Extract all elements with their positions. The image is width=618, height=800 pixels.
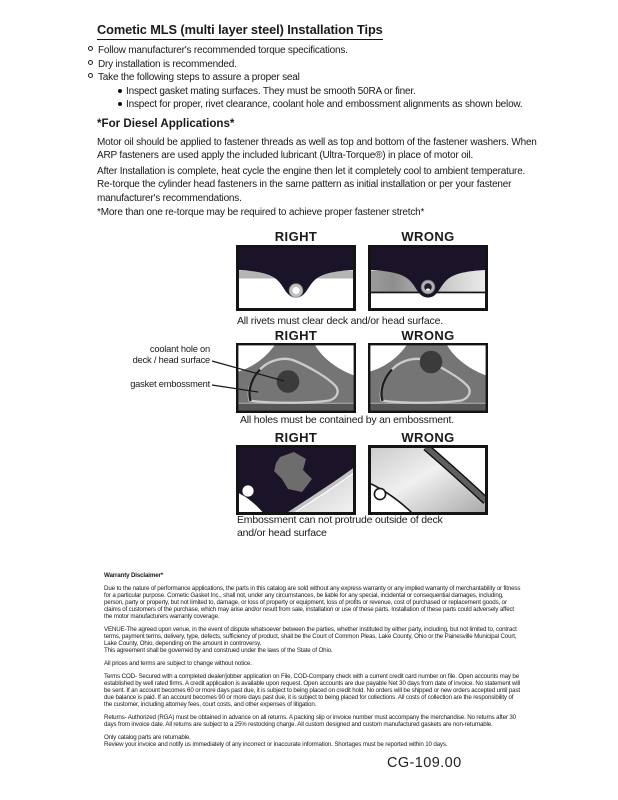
disclaimer-paragraph: Due to the nature of performance applications, the parts in this catalog are sold without any express warranty or any implied warranty of merchantability or fitness for a particular purpose. Cometic Gasket Inc., shall not, under any circumstances, be liable for any special, incidental or consequential damages, including, person, party or property, but not limited to, damage, or loss of property or equipment, loss of profits or revenue, cost of purchased or replacement goods, or claims of customers of the purchase, which may arise and/or result from sale, installation or use of these parts. Installation of these parts could adversely affect the motor manufacturers warranty coverage.: [104, 585, 521, 620]
fig2-right-diagram: [236, 343, 356, 413]
fig3-wrong-label: WRONG: [401, 430, 455, 445]
tip-sub-item: [88, 98, 558, 112]
page-title: Cometic MLS (multi layer steel) Installation Tips: [97, 22, 383, 40]
diesel-section-heading: *For Diesel Applications*: [97, 117, 235, 130]
open-bullet-icon: [88, 73, 93, 78]
coolant-hole-annotation: [55, 344, 210, 365]
tip-text: Follow manufacturer's recommended torque specifications.: [98, 45, 348, 56]
annotation-line: deck / head surface: [132, 354, 210, 365]
tip-item: [88, 44, 558, 58]
open-bullet-icon: [88, 46, 93, 51]
fig2-right-label: RIGHT: [274, 328, 318, 343]
warranty-disclaimer: [104, 572, 522, 748]
tip-item: [88, 71, 558, 85]
fig1-caption: All rivets must clear deck and/or head surface.: [237, 315, 443, 327]
fig2-wrong-diagram: [368, 343, 488, 413]
fig1-right-diagram: [236, 245, 356, 311]
tip-sub-item: [88, 85, 558, 99]
tip-item: [88, 58, 558, 72]
fig3-right-label: RIGHT: [274, 430, 318, 445]
fig2-caption: All holes must be contained by an embossment.: [240, 414, 454, 426]
disclaimer-paragraph: Review your invoice and notify us immediately of any incorrect or inaccurate information. Shortages must be reported within 10 days.: [104, 741, 448, 748]
fig1-wrong-diagram: [368, 245, 488, 311]
disclaimer-paragraph: Only catalog parts are returnable.: [104, 734, 191, 741]
tip-text: Inspect for proper, rivet clearance, coolant hole and embossment alignments as shown below.: [126, 99, 523, 111]
diesel-paragraph: Motor oil should be applied to fastener threads as well as top and bottom of the fastener washers. When ARP fasteners are used apply the included lubricant (Ultra-Torque®) in place of motor oil.: [97, 137, 537, 162]
fig3-right-diagram: [236, 445, 356, 515]
fig1-wrong-label: WRONG: [401, 229, 455, 244]
filled-bullet-icon: [118, 89, 122, 93]
tips-list: [88, 44, 558, 112]
disclaimer-heading: Warranty Disclaimer*: [104, 572, 164, 579]
tip-text: Inspect gasket mating surfaces. They must be smooth 50RA or finer.: [126, 85, 416, 97]
fig1-right-label: RIGHT: [274, 229, 318, 244]
fig3-wrong-diagram: [368, 445, 488, 515]
disclaimer-paragraph: All prices and terms are subject to change without notice.: [104, 660, 252, 667]
gasket-embossment-annotation: gasket embossment: [130, 379, 210, 389]
disclaimer-paragraph: VENUE-The agreed upon venue, in the event of dispute whatsoever between the parties, whether instituted by either party, including, but not limited to, contract terms, payment terms, delivery, type, defects, sufficiency of product, shall be the Court of Common Pleas, Lake County, Ohio or the Painesville Municipal Court, Lake County, Ohio, depending on the amount in controversy.: [104, 626, 517, 647]
fig2-wrong-label: WRONG: [401, 328, 455, 343]
tip-text: Dry installation is recommended.: [98, 58, 237, 70]
tip-text: Take the following steps to assure a proper seal: [98, 72, 300, 84]
disclaimer-paragraph: Terms COD- Secured with a completed dealer/jobber application on File, COD-Company check with a current credit card number on file. Open accounts may be established by well rated firms. A credit application is available upon request. Open accounts are due payable Net 30 days from date of invoice. No statement will be sent. If an account becomes 60 or more days past due, it is subject to being placed on credit hold. No orders will be shipped or new orders accepted until past due balance is paid. If an account becomes 90 or more days past due, it is subject to being placed for collections. All costs of collection are the responsibility of the customer, including attorney fees, court costs, and other expenses of litigation.: [104, 673, 520, 708]
fig3-caption: Embossment can not protrude outside of deck and/or head surface: [237, 514, 443, 539]
retorque-note: *More than one re-torque may be required to achieve proper fastener stretch*: [97, 207, 425, 218]
filled-bullet-icon: [118, 102, 122, 106]
catalog-code: CG-109.00: [387, 755, 462, 771]
disclaimer-paragraph: This agreement shall be governed by and construed under the laws of the State of Ohio.: [104, 647, 333, 654]
diesel-paragraph: After Installation is complete, heat cycle the engine then let it completely cool to ambient temperature. Re-torque the cylinder head fasteners in the same pattern as initial installation or per your fastener manufacturer's recommendations.: [97, 166, 526, 204]
annotation-line: coolant hole on: [149, 344, 210, 354]
disclaimer-paragraph: Returns- Authorized (RGA) must be obtained in advance on all returns. A packing slip or invoice number must accompany the merchandise. No returns after 30 days from invoice date. All returns are subject to a 25% restocking charge. All custom designed and custom manufactured gaskets are non-returnable.: [104, 714, 516, 728]
open-bullet-icon: [88, 60, 93, 65]
